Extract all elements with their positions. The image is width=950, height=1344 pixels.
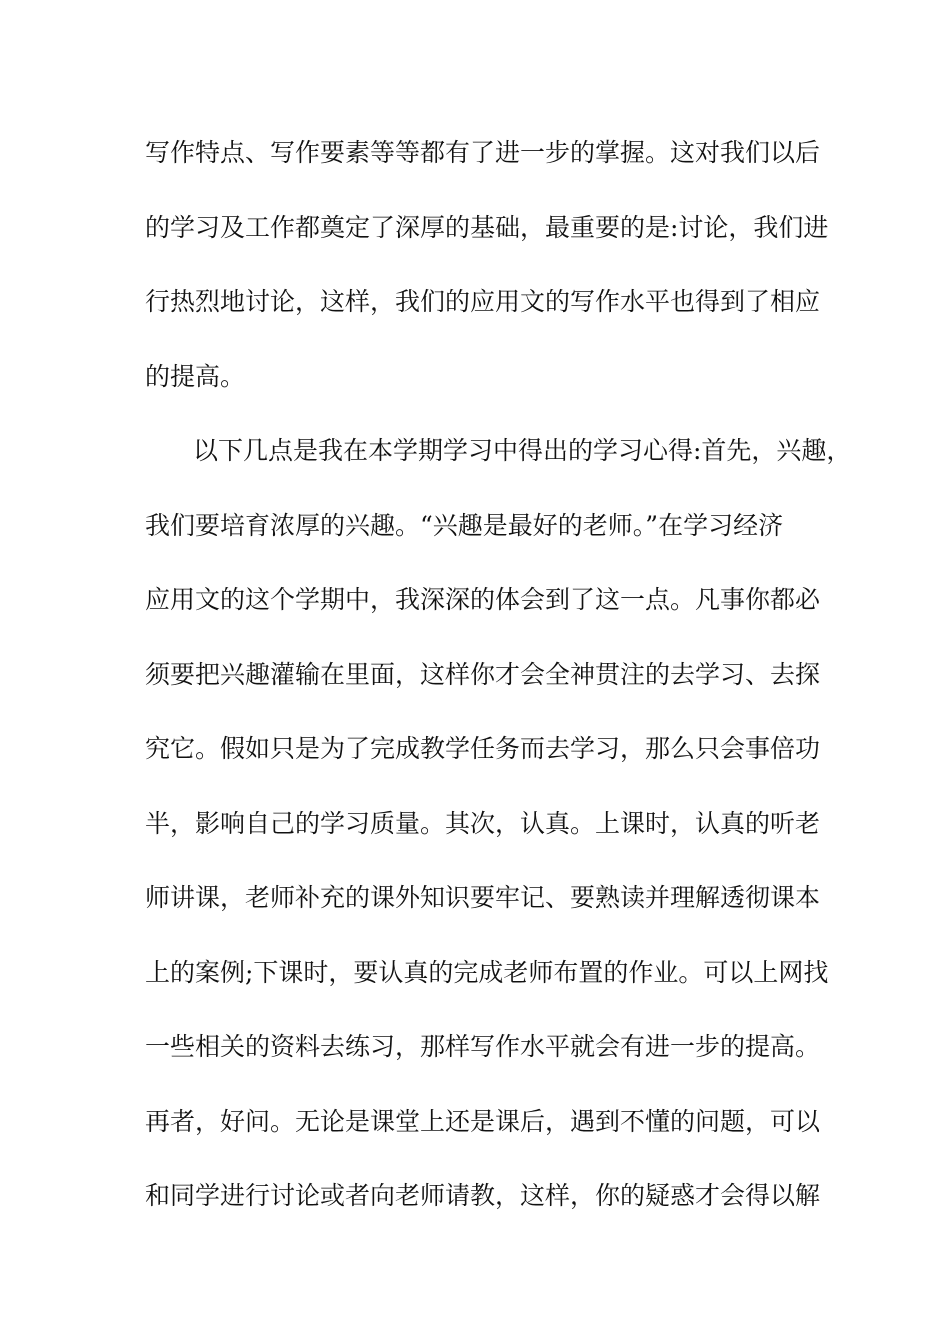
body-text [145, 129, 852, 1247]
paragraph-first-line: 以下几点是我在本学期学习中得出的学习心得:首先，兴趣， [193, 436, 852, 465]
text-line: 应用文的这个学期中，我深深的体会到了这一点。凡事你都必 [145, 585, 821, 614]
text-line: 一些相关的资料去练习，那样写作水平就会有进一步的提高。 [145, 1032, 821, 1061]
text-line: 再者，好问。无论是课堂上还是课后，遇到不懂的问题，可以 [145, 1106, 821, 1136]
text-line: 行热烈地讨论，这样，我们的应用文的写作水平也得到了相应 [145, 287, 821, 316]
text-line: 上的案例;下课时，要认真的完成老师布置的作业。可以上网找 [145, 957, 829, 987]
text-line: 究它。假如只是为了完成教学任务而去学习，那么只会事倍功 [145, 734, 821, 763]
text-line: 半，影响自己的学习质量。其次，认真。上课时，认真的听老 [145, 808, 821, 838]
text-line: 的学习及工作都奠定了深厚的基础，最重要的是:讨论，我们进 [145, 212, 829, 242]
text-line: 写作特点、写作要素等等都有了进一步的掌握。这对我们以后 [145, 138, 821, 167]
text-line: 的提高。 [145, 361, 246, 391]
text-line: 须要把兴趣灌输在里面，这样你才会全神贯注的去学习、去探 [145, 659, 821, 689]
text-line: 和同学进行讨论或者向老师请教，这样，你的疑惑才会得以解 [145, 1181, 821, 1210]
text-line: 我们要培育浓厚的兴趣。“兴趣是最好的老师。”在学习经济 [145, 510, 784, 540]
text-line: 师讲课，老师补充的课外知识要牢记、要熟读并理解透彻课本 [145, 883, 821, 912]
